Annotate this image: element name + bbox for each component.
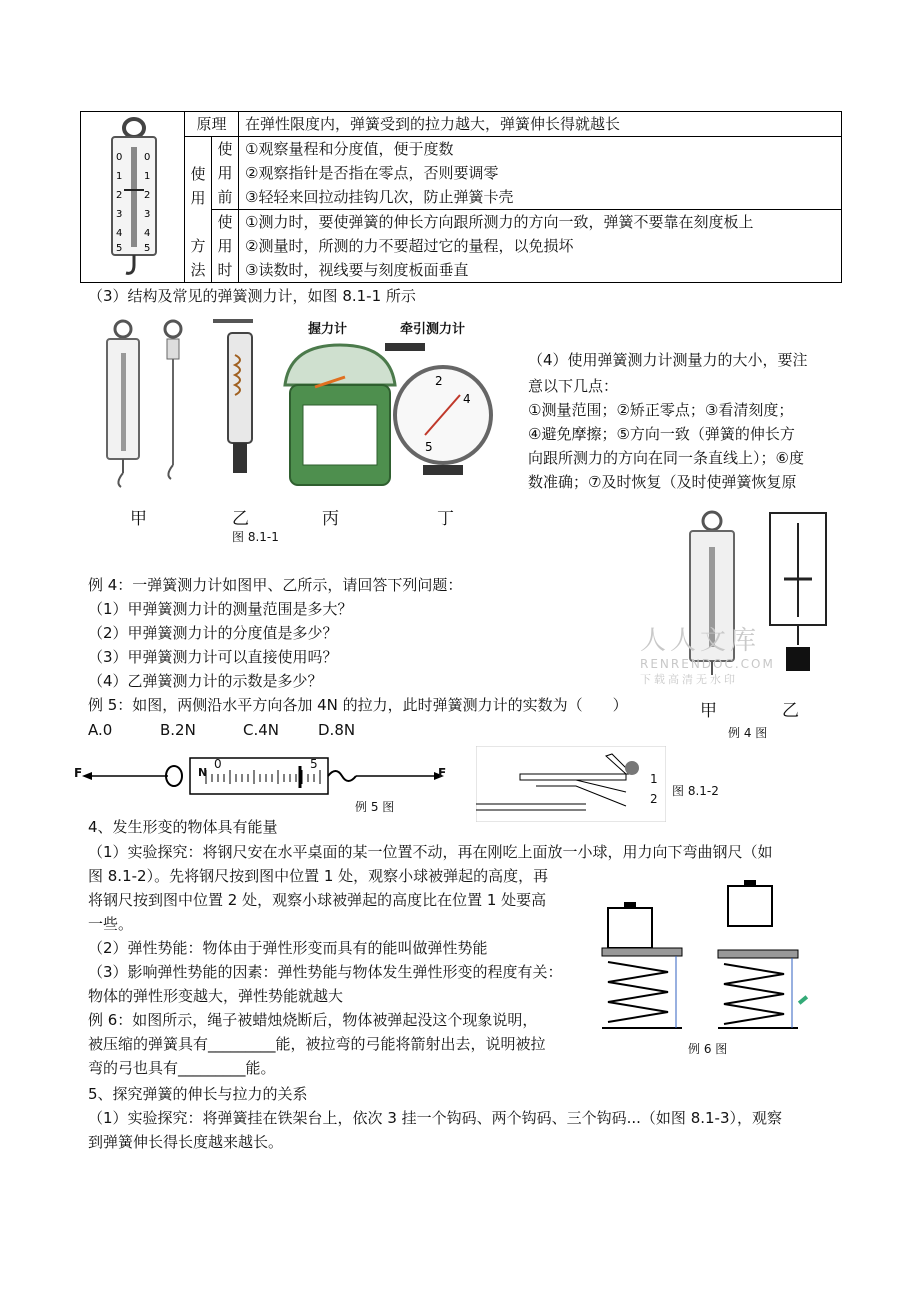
ex4-caption: 例 4 图 xyxy=(728,726,768,740)
ex5-option-d: D.8N xyxy=(318,721,356,739)
ex5-option-c: C.4N xyxy=(243,721,280,739)
section4-line-5: 向跟所测力的方向在同一条直线上）；⑥度 xyxy=(528,449,804,467)
fig-label-bing: 丙 xyxy=(322,509,339,529)
svg-text:4: 4 xyxy=(463,392,471,406)
svg-text:3: 3 xyxy=(144,209,151,220)
ex4-label-yi: 乙 xyxy=(782,701,799,721)
ex6-line2: 被压缩的弹簧具有_________能，被拉弯的弓能将箭射出去，说明被拉 xyxy=(88,1035,546,1053)
during-item-3: ③读数时，视线要与刻度板面垂直 xyxy=(245,261,469,279)
sec5-title: 5、探究弹簧的伸长与拉力的关系 xyxy=(88,1085,308,1103)
svg-text:5: 5 xyxy=(144,243,151,254)
ex4-label-jia: 甲 xyxy=(700,701,717,721)
during-label-1: 使 xyxy=(217,213,233,231)
svg-text:0: 0 xyxy=(116,152,123,163)
before-label-2: 用 xyxy=(217,164,233,182)
example-5-figure xyxy=(78,752,458,808)
ex4-title: 例 4：一弹簧测力计如图甲、乙所示，请回答下列问题： xyxy=(88,576,463,594)
ex5-scale-n: N xyxy=(198,766,208,779)
watermark-url: RENRENDOC.COM xyxy=(640,657,775,671)
svg-text:4: 4 xyxy=(116,228,123,239)
sec4-p1-line4: 一些。 xyxy=(88,915,134,933)
during-label-2: 用 xyxy=(217,237,233,255)
method-label-2: 用 xyxy=(190,188,206,207)
before-item-3: ③轻轻来回拉动挂钩几次，防止弹簧卡壳 xyxy=(245,188,514,206)
before-item-1: ①观察量程和分度值，便于度数 xyxy=(245,140,454,158)
sec4-p1-line1: （1）实验探究：将钢尺安在水平桌面的某一位置不动，再在刚吃上面放一小球，用力向下弯曲钢尺（如 xyxy=(88,843,773,861)
fig-8-1-1-caption: 图 8.1-1 xyxy=(232,530,279,544)
method-label-4: 法 xyxy=(190,260,206,279)
method-label-3: 方 xyxy=(190,236,206,255)
sec4-p3-line2: 物体的弹性形变越大，弹性势能就越大 xyxy=(88,987,344,1005)
ex5-force-right: F xyxy=(438,766,447,780)
fig-8-1-2-pos2: 2 xyxy=(650,792,658,806)
fig-8-1-2-pos1: 1 xyxy=(650,772,658,786)
sec5-p1-line2: 到弹簧伸长得长度越来越长。 xyxy=(88,1133,284,1151)
ex5-caption: 例 5 图 xyxy=(355,800,395,814)
sec4-p3-line1: （3）影响弹性势能的因素：弹性势能与物体发生弹性形变的程度有关： xyxy=(88,963,563,981)
during-item-1: ①测力时，要使弹簧的伸长方向跟所测力的方向一致，弹簧不要靠在刻度板上 xyxy=(245,213,754,231)
grip-meter-label: 握力计 xyxy=(308,322,348,337)
method-label-1: 使 xyxy=(190,164,206,183)
ex5-option-a: A.0 xyxy=(88,721,113,739)
svg-text:5: 5 xyxy=(425,440,433,454)
section4-line-2: 意以下几点： xyxy=(528,377,619,395)
before-label-1: 使 xyxy=(217,140,233,158)
watermark xyxy=(640,620,775,687)
section4-line-4: ④避免摩擦；⑤方向一致（弹簧的伸长方 xyxy=(528,425,795,443)
example-6-figure xyxy=(598,878,820,1038)
during-label-3: 时 xyxy=(217,261,233,279)
usage-table xyxy=(80,111,842,283)
svg-text:2: 2 xyxy=(435,374,443,388)
principle-text: 在弹性限度内，弹簧受到的拉力越大，弹簧伸长得就越长 xyxy=(239,112,842,137)
svg-text:2: 2 xyxy=(144,190,151,201)
sec4-title: 4、发生形变的物体具有能量 xyxy=(88,818,278,836)
svg-text:1: 1 xyxy=(144,171,151,182)
traction-meter-label: 牵引测力计 xyxy=(400,322,466,337)
fig-label-ding: 丁 xyxy=(437,509,454,529)
fig-label-jia: 甲 xyxy=(130,509,147,529)
figure-8-1-2 xyxy=(476,746,666,822)
ex5-title: 例 5：如图，两侧沿水平方向各加 4N 的拉力，此时弹簧测力计的实数为（ ） xyxy=(88,696,628,714)
svg-text:2: 2 xyxy=(116,190,123,201)
svg-text:5: 5 xyxy=(116,243,123,254)
figure-8-1-1 xyxy=(85,315,505,500)
ex5-scale-zero: 0 xyxy=(214,757,222,771)
svg-text:0: 0 xyxy=(144,152,151,163)
ex5-force-left: F xyxy=(74,766,83,780)
section4-line-6: 数准确；⑦及时恢复（及时使弹簧恢复原 xyxy=(528,473,797,491)
section-3-heading: （3）结构及常见的弹簧测力计，如图 8.1-1 所示 xyxy=(88,287,416,305)
ex6-caption: 例 6 图 xyxy=(688,1042,728,1056)
sec4-p1-line2: 图 8.1-2）。先将钢尺按到图中位置 1 处，观察小球被弹起的高度，再 xyxy=(88,867,549,885)
fig-8-1-2-caption: 图 8.1-2 xyxy=(672,784,719,798)
ex4-q1: （1）甲弹簧测力计的测量范围是多大？ xyxy=(88,600,353,618)
ex4-q2: （2）甲弹簧测力计的分度值是多少？ xyxy=(88,624,338,642)
fig-label-yi: 乙 xyxy=(232,509,249,529)
sec4-p1-line3: 将钢尺按到图中位置 2 处，观察小球被弹起的高度比在位置 1 处要高 xyxy=(88,891,547,909)
ex5-option-b: B.2N xyxy=(160,721,196,739)
ex5-scale-five: 5 xyxy=(310,757,318,771)
svg-text:1: 1 xyxy=(116,171,123,182)
section4-line-1: （4）使用弹簧测力计测量力的大小，要注 xyxy=(528,351,808,369)
sec4-p2: （2）弹性势能：物体由于弹性形变而具有的能叫做弹性势能 xyxy=(88,939,488,957)
sec5-p1-line1: （1）实验探究：将弹簧挂在铁架台上，依次 3 挂一个钩码、两个钩码、三个钩码...（如图 8.1-3），观察 xyxy=(88,1109,783,1127)
ex6-line1: 例 6：如图所示，绳子被蜡烛烧断后，物体被弹起没这个现象说明， xyxy=(88,1011,538,1029)
section4-line-3: ①测量范围；②矫正零点；③看清刻度； xyxy=(528,401,794,419)
ex6-line3: 弯的弓也具有_________能。 xyxy=(88,1059,276,1077)
svg-text:4: 4 xyxy=(144,228,151,239)
ex4-q3: （3）甲弹簧测力计可以直接使用吗？ xyxy=(88,648,338,666)
principle-label: 原理 xyxy=(185,112,239,137)
ex4-q4: （4）乙弹簧测力计的示数是多少？ xyxy=(88,672,323,690)
before-label-3: 前 xyxy=(217,188,233,206)
during-item-2: ②测量时，所测的力不要超过它的量程，以免损坏 xyxy=(245,237,574,255)
watermark-slogan: 下载高清无水印 xyxy=(640,673,738,686)
before-item-2: ②观察指针是否指在零点，否则要调零 xyxy=(245,164,499,182)
watermark-title: 人人文库 xyxy=(640,626,761,656)
svg-text:3: 3 xyxy=(116,209,123,220)
